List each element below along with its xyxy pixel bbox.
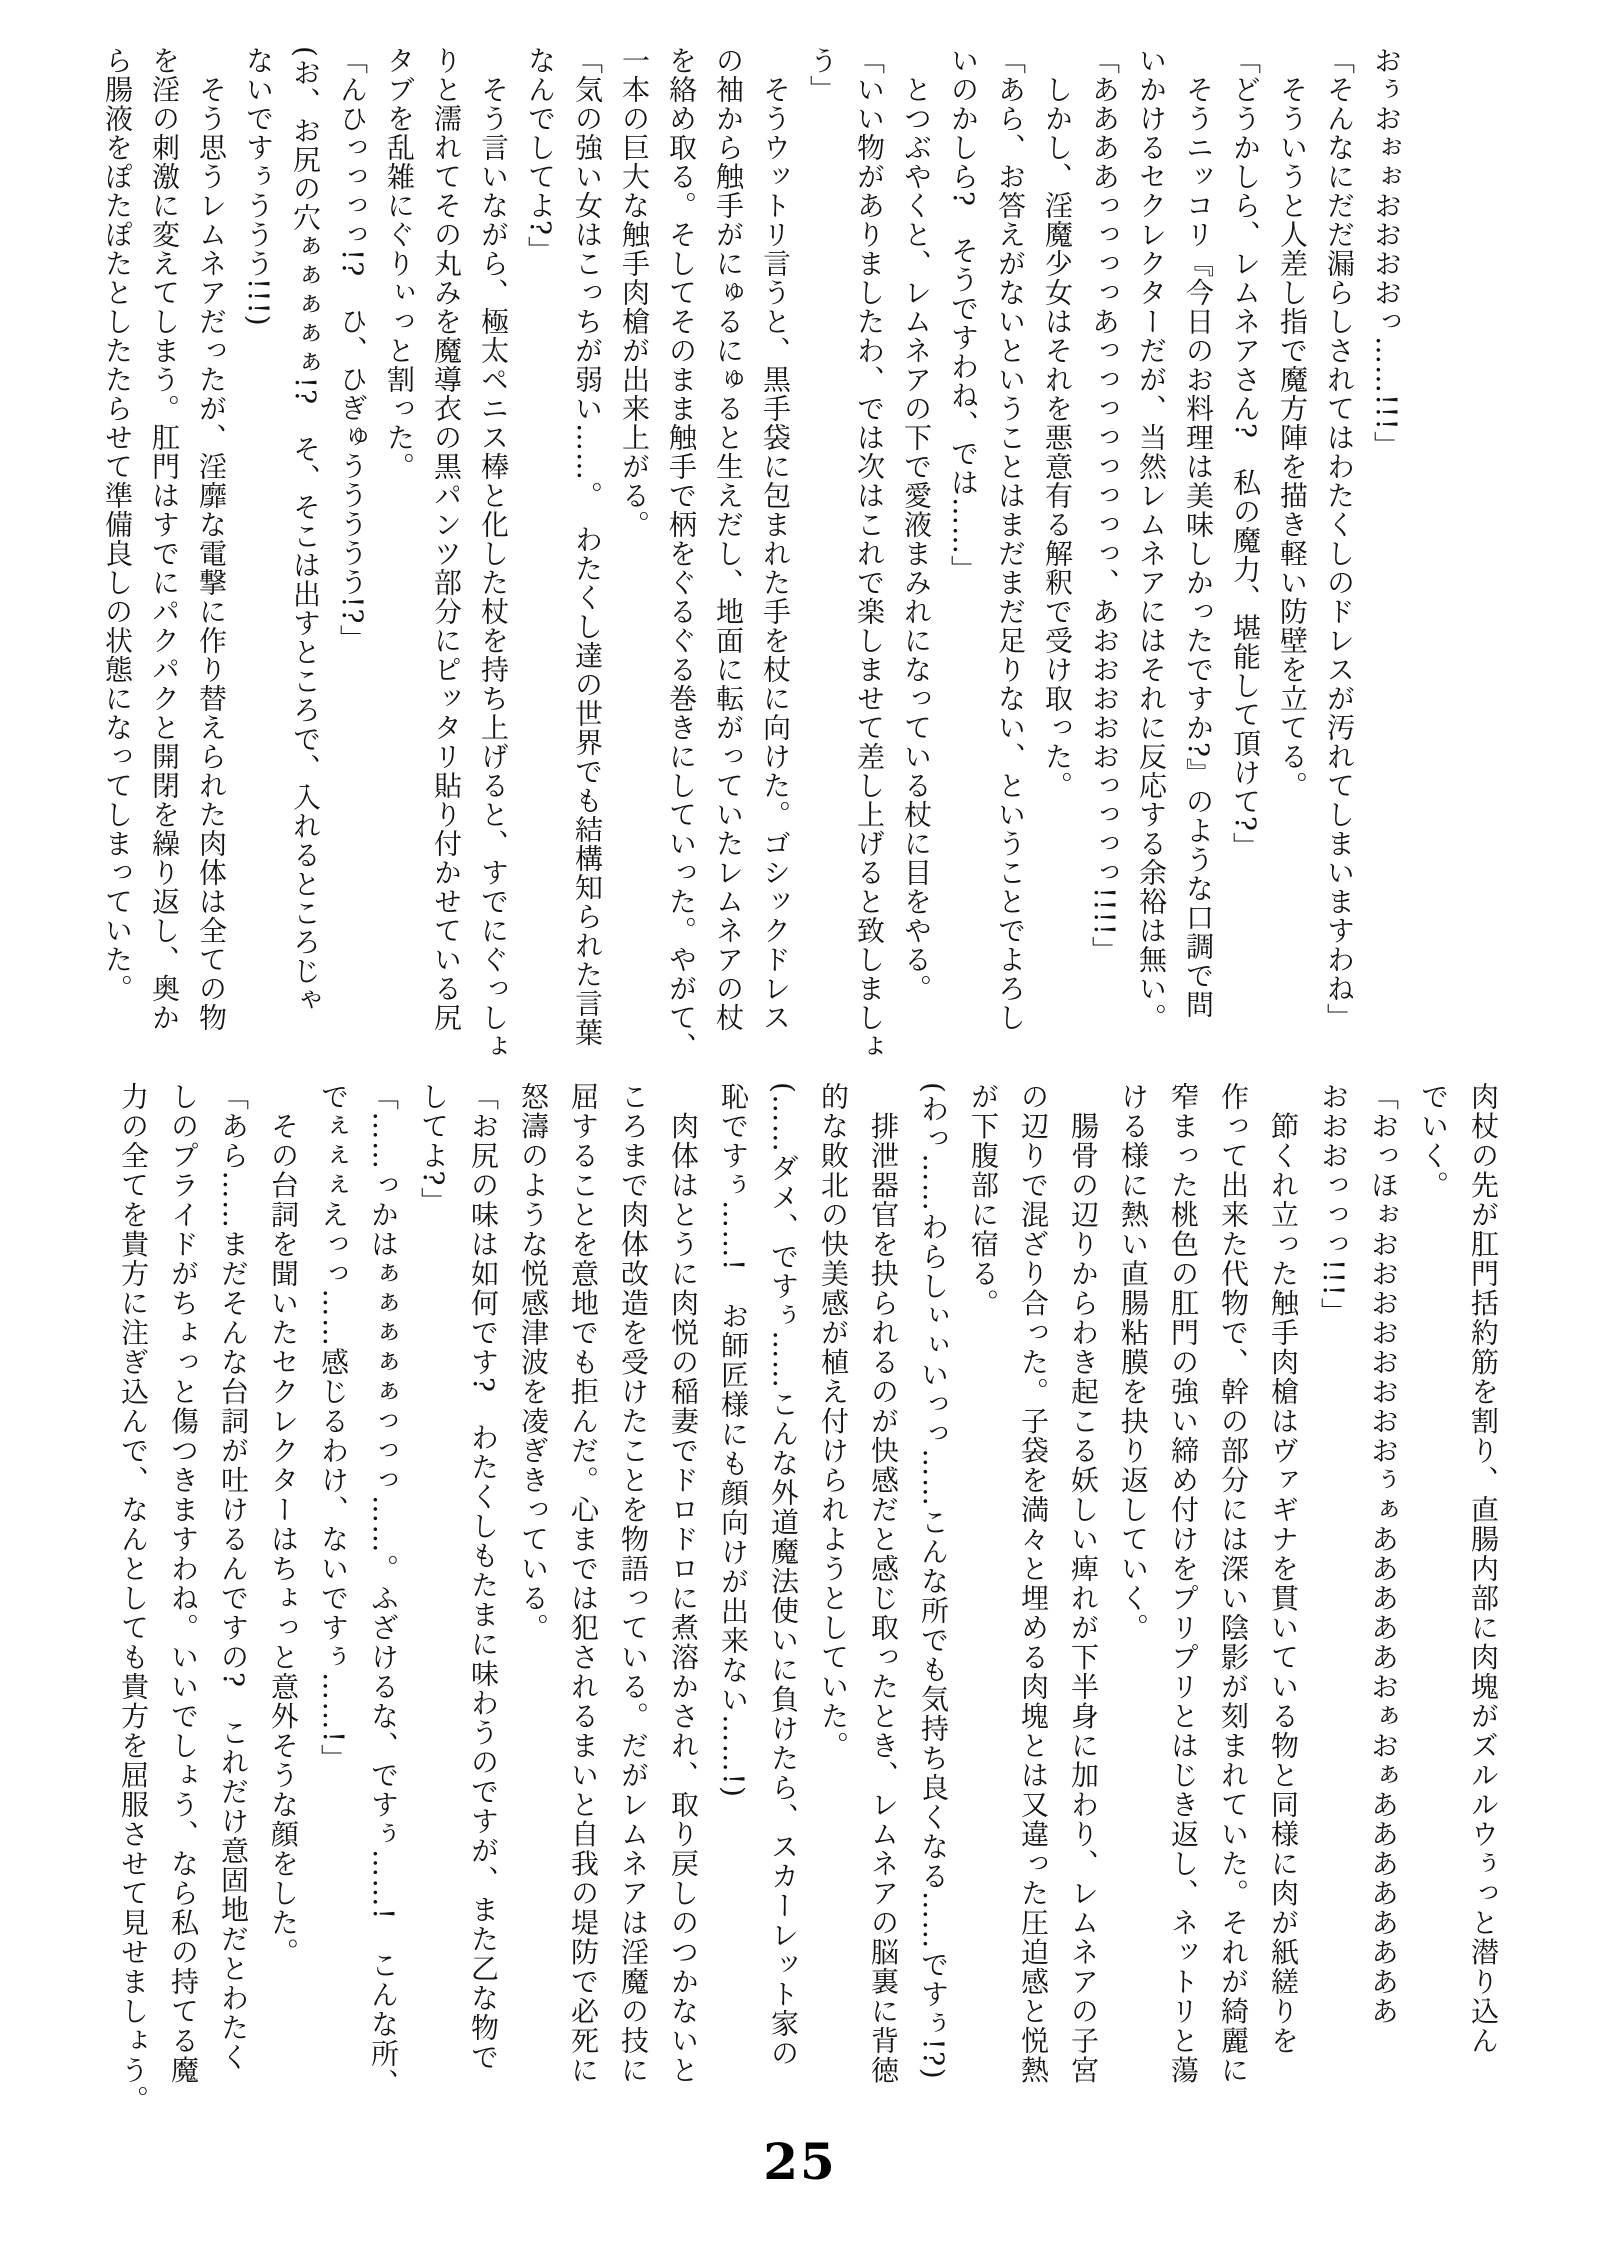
text-line: ら腸液をぽたぽたとしたたらせて準備良しの状態になってしまっていた。 xyxy=(101,46,134,1003)
text-line: 肉体はとうに肉悦の稲妻でドロドロに煮溶かされ、取り戻しのつかないと xyxy=(667,1082,700,2085)
text-line: 一本の巨大な触手肉槍が出来上がる。 xyxy=(618,46,651,539)
text-line: してよ?」 xyxy=(417,1082,450,1217)
text-line: 腸骨の辺りからわき起こる妖しい痺れが下半身に加わり、レムネアの子宮 xyxy=(1067,1082,1100,2085)
text-line: 「いい物がありましたわ、では次はこれで楽しませて差し上げると致しましょ xyxy=(853,46,886,1061)
text-line: ける様に熱い直腸粘膜を抉り返していく。 xyxy=(1117,1082,1150,1643)
text-line: の辺りで混ざり合った。子袋を満々と埋める肉塊とは又違った圧迫感と悦熱 xyxy=(1017,1082,1050,2085)
text-line: 「……っかはぁぁぁぁぁっっっ……。ふざけるな、ですぅ……! こんな所、 xyxy=(367,1082,400,2098)
text-line: おおおっっっ!!!」 xyxy=(1317,1082,1350,1327)
text-line: 「お尻の味は如何です? わたくしもたまに味わうのですが、また乙な物で xyxy=(467,1082,500,2073)
text-line: 屈することを意地でも拒んだ。心までは犯されるまいと自我の堤防で必死に xyxy=(567,1082,600,2085)
text-line: 肉杖の先が肛門括約筋を割り、直腸内部に肉塊がズルルウぅっと潜り込ん xyxy=(1467,1082,1500,2056)
text-line: でぇぇぇえっっ……感じるわけ、ないですぅ……!」 xyxy=(317,1082,350,1774)
text-line: 「どうかしら、レムネアさん? 私の魔力、堪能して頂けて?」 xyxy=(1229,46,1262,862)
text-line: おぅおぉぉおおおおっ……!!!」 xyxy=(1370,46,1403,460)
text-line: 「気の強い女はこっちが弱い……。 わたくし達の世界でも結構知られた言葉 xyxy=(571,46,604,1047)
text-line: でいく。 xyxy=(1417,1082,1450,1200)
text-line: 恥ですぅ……! お師匠様にも顔向けが出来ない……!) xyxy=(717,1082,750,1799)
text-line: 窄まった桃色の肛門の強い締め付けをプリプリとはじき返し、ネットリと蕩 xyxy=(1167,1082,1200,2085)
text-line: が下腹部に宿る。 xyxy=(967,1082,1000,1318)
text-line: とつぶやくと、レムネアの下で愛液まみれになっている杖に目をやる。 xyxy=(900,46,933,1003)
text-line: 「あら、お答えがないということはまだまだ足りない、ということでよろし xyxy=(994,46,1027,1032)
text-line: の袖から触手がにゅるにゅると生えだし、地面に転がっていたレムネアの杖 xyxy=(712,46,745,1032)
text-line: いのかしら? そうですわね、では……」 xyxy=(947,46,980,585)
text-line: そう言いながら、極太ペニス棒と化した杖を持ち上げると、すでにぐっしょ xyxy=(477,46,510,1061)
text-line: 力の全てを貴方に注ぎ込んで、なんとしても貴方を屈服させて見せましょう。 xyxy=(117,1082,150,2115)
text-line: を淫の刺激に変えてしまう。肛門はすでにパクパクと開閉を繰り返し、奥か xyxy=(148,46,181,1032)
text-line: タブを乱雑にぐりぃっと割った。 xyxy=(383,46,416,481)
text-line: 節くれ立った触手肉槍はヴァギナを貫いている物と同様に肉が紙縒りを xyxy=(1267,1082,1300,2056)
text-line: う」 xyxy=(806,46,839,104)
text-line: なんでしてよ?」 xyxy=(524,46,557,266)
page-number: 25 xyxy=(763,2132,837,2191)
text-line: 「おっほぉおおおおおおおおぅぁあああああおぁおぁああああああああ xyxy=(1367,1082,1400,2026)
text-line: いかけるセクレクターだが、当然レムネアにはそれに反応する余裕は無い。 xyxy=(1135,46,1168,1032)
text-line: (わっ……わらしぃぃいっっ……こんな所でも気持ち良くなる……ですぅ!?) xyxy=(917,1082,950,2081)
text-line: 「ああああっっっっあっっっっっっっっ、あおおおおおっっっっ!!!!」 xyxy=(1088,46,1121,966)
text-line: そうウットリ言うと、黒手袋に包まれた手を杖に向けた。ゴシックドレス xyxy=(759,46,792,1032)
text-line: 「そんなにだだ漏らしされてはわたくしのドレスが汚れてしまいますわね」 xyxy=(1323,46,1356,1032)
text-line: を絡め取る。そしてそのまま触手で柄をぐるぐる巻きにしていった。やがて、 xyxy=(665,46,698,1061)
text-line: ないですぅううう!!!) xyxy=(242,46,275,327)
text-line: しかし、淫魔少女はそれを悪意有る解釈で受け取った。 xyxy=(1041,46,1074,800)
text-line: (お、お尻の穴ぁぁぁぁぁ!? そ、そこは出すところで、入れるところじゃ xyxy=(289,46,322,1015)
text-line: その台詞を聞いたセクレクターはちょっと意外そうな顔をした。 xyxy=(267,1082,300,1967)
text-line: 作って出来た代物で、幹の部分には深い陰影が刻まれていた。それが綺麗に xyxy=(1217,1082,1250,2085)
text-line: ころまで肉体改造を受けたことを物語っている。だがレムネアは淫魔の技に xyxy=(617,1082,650,2085)
text-line: 怒濤のような悦感津波を凌ぎきっている。 xyxy=(517,1082,550,1643)
text-block-bottom xyxy=(108,1082,1508,2127)
text-line: 排泄器官を抉られるのが快感だと感じ取ったとき、レムネアの脳裏に背徳 xyxy=(867,1082,900,2085)
text-line: そうニッコリ『今日のお料理は美味しかったですか?』のような口調で問 xyxy=(1182,46,1215,1020)
text-line: 「んひっっっっ!? ひ、ひぎゅううううう!?」 xyxy=(336,46,369,654)
text-line: 的な敗北の快美感が植え付けられようとしていた。 xyxy=(817,1082,850,1761)
text-block-top xyxy=(94,46,1410,1061)
text-line: そういうと人差し指で魔方陣を描き軽い防壁を立てる。 xyxy=(1276,46,1309,800)
text-line: しのプライドがちょっと傷つきますわね。いいでしょう、なら私の持てる魔 xyxy=(167,1082,200,2085)
text-line: (……ダメ、ですぅ……こんな外道魔法使いに負けたら、スカーレット家の xyxy=(767,1082,800,2068)
text-line: 「あら……まだそんな台詞が吐けるんですの? これだけ意固地だとわたく xyxy=(217,1082,250,2073)
text-line: りと濡れてその丸みを魔導衣の黒パンツ部分にピッタリ貼り付かせている尻 xyxy=(430,46,463,1032)
text-line: そう思うレムネアだったが、淫靡な電撃に作り替えられた肉体は全ての物 xyxy=(195,46,228,1032)
